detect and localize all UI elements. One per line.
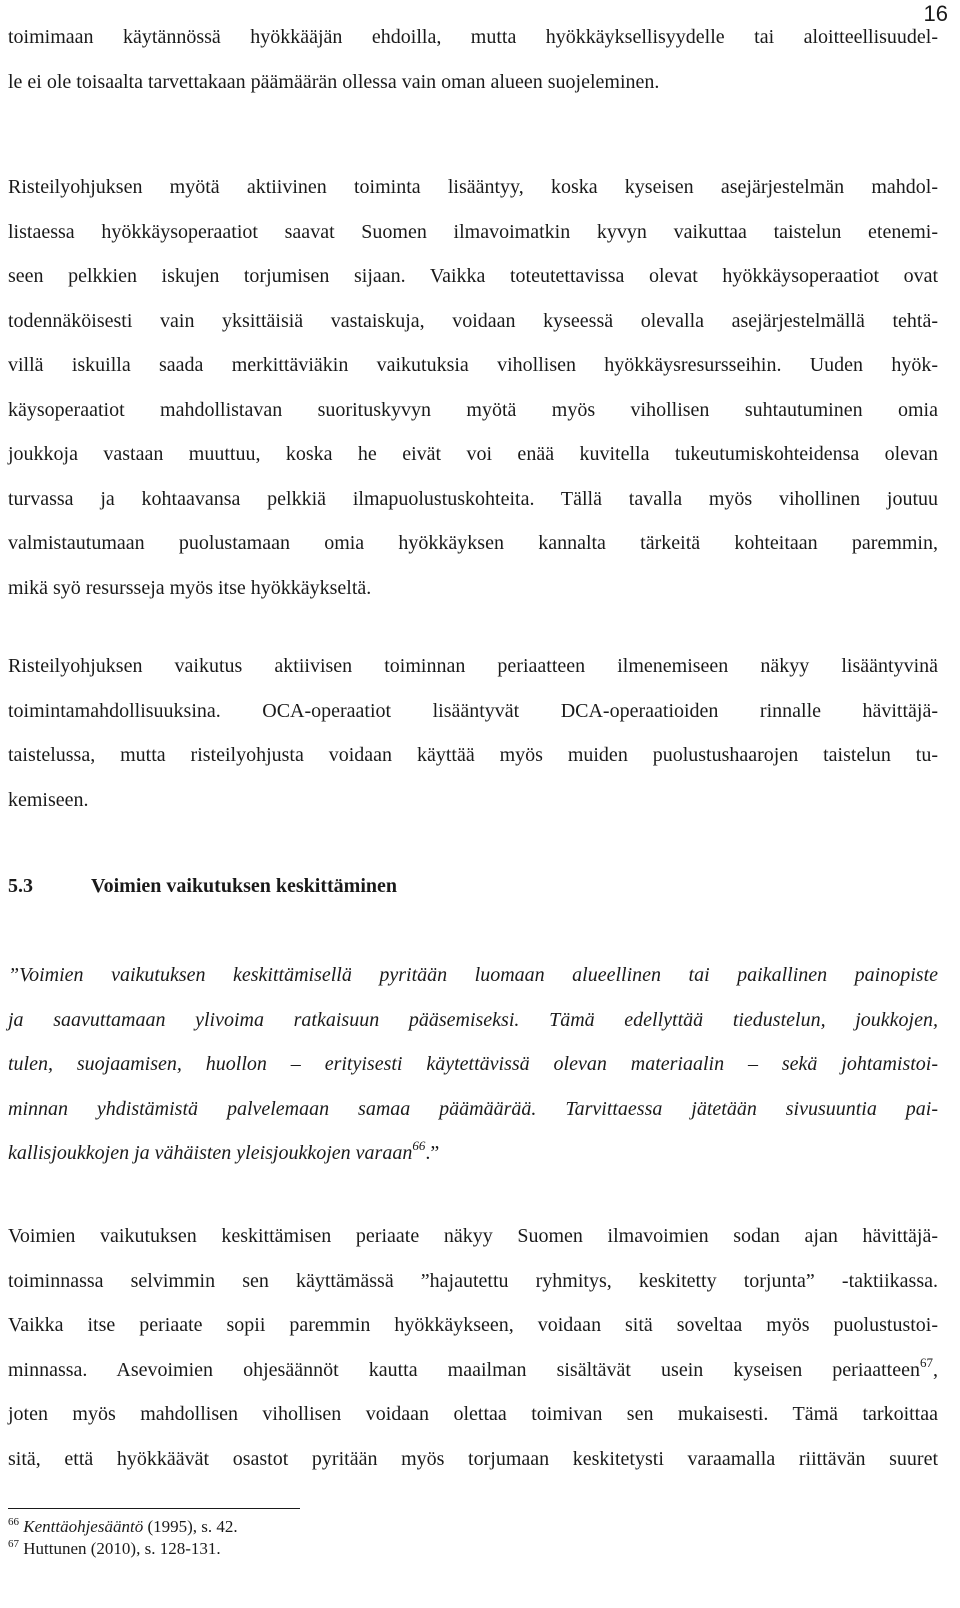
block-quote: [8, 953, 938, 1176]
paragraph-3: [8, 644, 938, 822]
text-line: joukkoja vastaan muuttuu, koska he eivät voi enää kuvitella tukeutumiskohteidensa olevan: [8, 443, 938, 465]
quote-line: minnan yhdistämistä palvelemaan samaa päämäärää. Tarvittaessa jätetään sivusuuntia pai-: [8, 1097, 938, 1120]
text-line: todennäköisesti vain yksittäisiä vastaiskuja, voidaan kyseessä olevalla asejärjestelmällä tehtä-: [8, 309, 938, 332]
text: ,: [933, 1358, 938, 1381]
quote-close: .”: [425, 1142, 440, 1164]
footnote-source-title: Kenttäohjesääntö: [23, 1517, 144, 1536]
text-line: joten myös mahdollisen vihollisen voidaan olettaa toimivan sen mukaisesti. Tämä tarkoittaa: [8, 1403, 938, 1425]
footnote-ref-66[interactable]: 66: [412, 1138, 426, 1153]
text-line: Vaikka itse periaate sopii paremmin hyökkäykseen, voidaan sitä soveltaa myös puolustustoi-: [8, 1314, 938, 1336]
quote-text: kallisjoukkojen ja vähäisten yleisjoukkojen varaan: [8, 1142, 413, 1164]
section-title: Voimien vaikutuksen keskittäminen: [91, 875, 397, 897]
text-line: toimintamahdollisuuksina. OCA-operaatiot lisääntyvät DCA-operaatioiden rinnalle hävittäjä-: [8, 699, 938, 722]
page-number: 16: [923, 1, 948, 26]
section-heading: [8, 871, 397, 901]
footnote-67: [8, 1538, 238, 1560]
footnote-text: (1995), s. 42.: [143, 1517, 238, 1536]
footnote-ref-67[interactable]: 67: [920, 1354, 933, 1370]
footnote-66: [8, 1516, 238, 1538]
text-line: valmistautumaan puolustamaan omia hyökkäyksen kannalta tärkeitä kohteitaan paremmin,: [8, 532, 938, 554]
quote-line-last: [8, 1131, 938, 1176]
text-line: toimimaan käytännössä hyökkääjän ehdoilla, mutta hyökkäyksellisyydelle tai aloitteellisuudel-: [8, 26, 938, 48]
paragraph-1: [8, 15, 938, 104]
section-number: 5.3: [8, 875, 33, 897]
text-line: kemiseen.: [8, 788, 89, 811]
text-line: käysoperaatiot mahdollistavan suorituskyvyn myötä myös vihollisen suhtautuminen omia: [8, 398, 938, 421]
text-line: seen pelkkien iskujen torjumisen sijaan. Vaikka toteutettavissa olevat hyökkäysoperaatiot ovat: [8, 265, 938, 287]
footnote-text: Huttunen (2010), s. 128-131.: [19, 1539, 221, 1558]
quote-line: tulen, suojaamisen, huollon – erityisesti käytettävissä olevan materiaalin – sekä johtamistoi-: [8, 1053, 938, 1075]
text-line: le ei ole toisaalta tarvettakaan päämäärän ollessa vain oman alueen suojeleminen.: [8, 70, 660, 93]
text-line: Risteilyohjuksen vaikutus aktiivisen toiminnan periaatteen ilmenemiseen näkyy lisääntyvinä: [8, 655, 938, 677]
footnote-divider: [8, 1508, 300, 1509]
paragraph-4: [8, 1214, 938, 1481]
text-line: toiminnassa selvimmin sen käyttämässä ”hajautettu ryhmitys, keskitetty torjunta” -taktiikassa.: [8, 1269, 938, 1292]
text-line-with-ref: [8, 1348, 938, 1393]
footnote-number: 66: [8, 1516, 19, 1528]
text-line: turvassa ja kohtaavansa pelkkiä ilmapuolustuskohteita. Tällä tavalla myös vihollinen joutuu: [8, 487, 938, 510]
paragraph-2: [8, 165, 938, 610]
text: minnassa. Asevoimien ohjesäännöt kautta maailman sisältävät usein kyseisen periaatteen: [8, 1358, 920, 1381]
text-line: Risteilyohjuksen myötä aktiivinen toiminta lisääntyy, koska kyseisen asejärjestelmän mahdol-: [8, 176, 938, 198]
text-line: taistelussa, mutta risteilyohjusta voidaan käyttää myös muiden puolustushaarojen taistelun tu-: [8, 744, 938, 766]
text-line: mikä syö resursseja myös itse hyökkäykseltä.: [8, 576, 372, 599]
text-line: listaessa hyökkäysoperaatiot saavat Suomen ilmavoimatkin kyvyn vaikuttaa taistelun etenemi-: [8, 220, 938, 243]
text-line: Voimien vaikutuksen keskittämisen periaate näkyy Suomen ilmavoimien sodan ajan hävittäjä-: [8, 1225, 938, 1247]
quote-line: ja saavuttamaan ylivoima ratkaisuun pääsemiseksi. Tämä edellyttää tiedustelun, joukkojen,: [8, 1008, 938, 1031]
text-line: villä iskuilla saada merkittäviäkin vaikutuksia vihollisen hyökkäysresursseihin. Uuden hyök-: [8, 354, 938, 376]
footnote-number: 67: [8, 1538, 19, 1550]
quote-line: ”Voimien vaikutuksen keskittämisellä pyritään luomaan alueellinen tai paikallinen painopiste: [8, 964, 938, 986]
text-line: sitä, että hyökkäävät osastot pyritään myös torjumaan keskitetysti varaamalla riittävän suuret: [8, 1447, 938, 1470]
footnotes: [8, 1516, 238, 1560]
